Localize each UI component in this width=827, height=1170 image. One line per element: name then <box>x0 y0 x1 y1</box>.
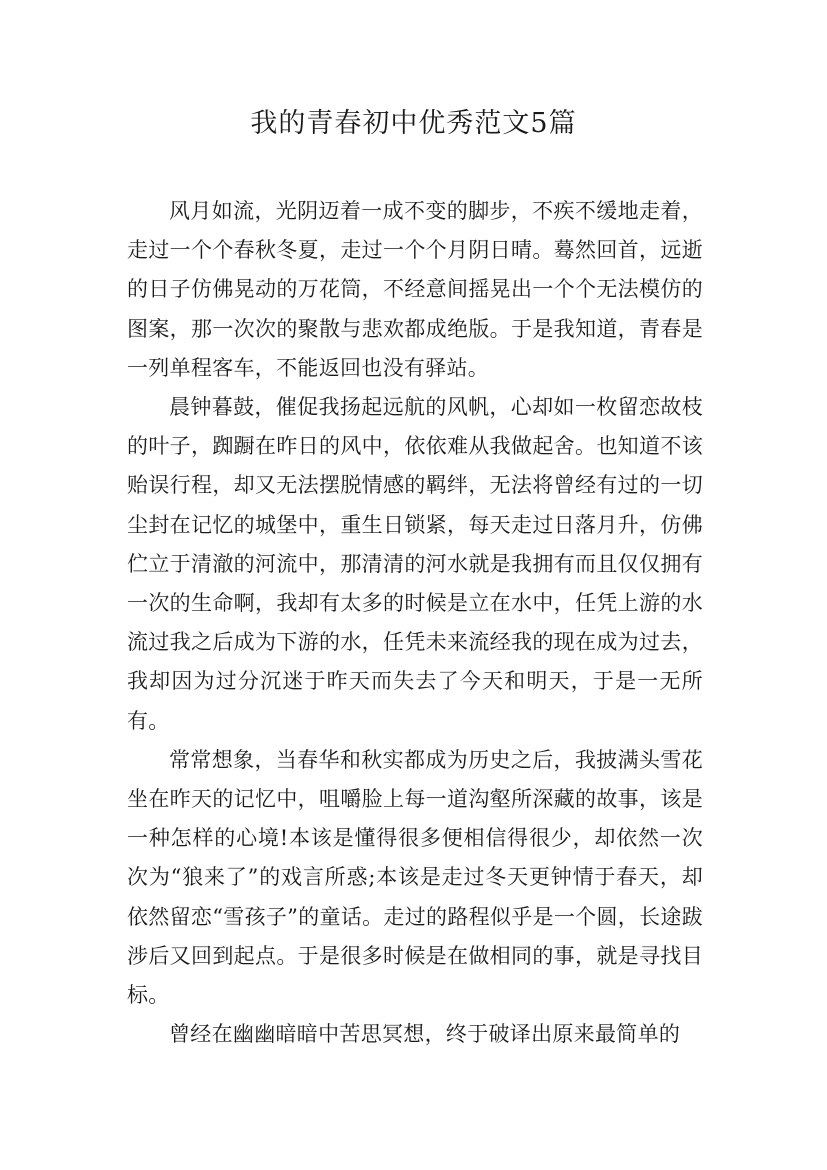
paragraph-4: 曾经在幽幽暗暗中苦思冥想，终于破译出原来最简单的 <box>169 1022 681 1047</box>
paragraph-1: 风月如流，光阴迈着一成不变的脚步，不疾不缓地走着，走过一个个春秋冬夏，走过一个个月阴日晴。蓦然回首，远逝的日子仿佛晃动的万花筒，不经意间摇晃出一个个无法模仿的图案，那一次次的聚散与悲欢都成绝版。于是我知道，青春是一列单程客车，不能返回也没有驿站。 <box>127 199 703 380</box>
paragraph-3: 常常想象，当春华和秋实都成为历史之后，我披满头雪花坐在昨天的记忆中，咀嚼脸上每一道沟壑所深藏的故事，该是一种怎样的心境!本该是懂得很多便相信得很少，却依然一次次为“狼来了”的戏言所惑;本该是走过冬天更钟情于春天，却依然留恋“雪孩子”的童话。走过的路程似乎是一个圆，长途跋涉后又回到起点。于是很多时候是在做相同的事，就是寻找目标。 <box>127 747 703 1008</box>
document-body <box>127 192 703 1054</box>
document-title: 我的青春初中优秀范文5篇 <box>250 108 577 139</box>
paragraph-2: 晨钟暮鼓，催促我扬起远航的风帆，心却如一枚留恋故枝的叶子，踟蹰在昨日的风中，依依难从我做起舍。也知道不该贻误行程，却又无法摆脱情感的羁绊，无法将曾经有过的一切尘封在记忆的城堡中，重生日锁紧，每天走过日落月升，仿佛伫立于清澈的河流中，那清清的河水就是我拥有而且仅仅拥有一次的生命啊，我却有太多的时候是立在水中，任凭上游的水流过我之后成为下游的水，任凭未来流经我的现在成为过去，我却因为过分沉迷于昨天而失去了今天和明天，于是一无所有。 <box>127 395 703 733</box>
